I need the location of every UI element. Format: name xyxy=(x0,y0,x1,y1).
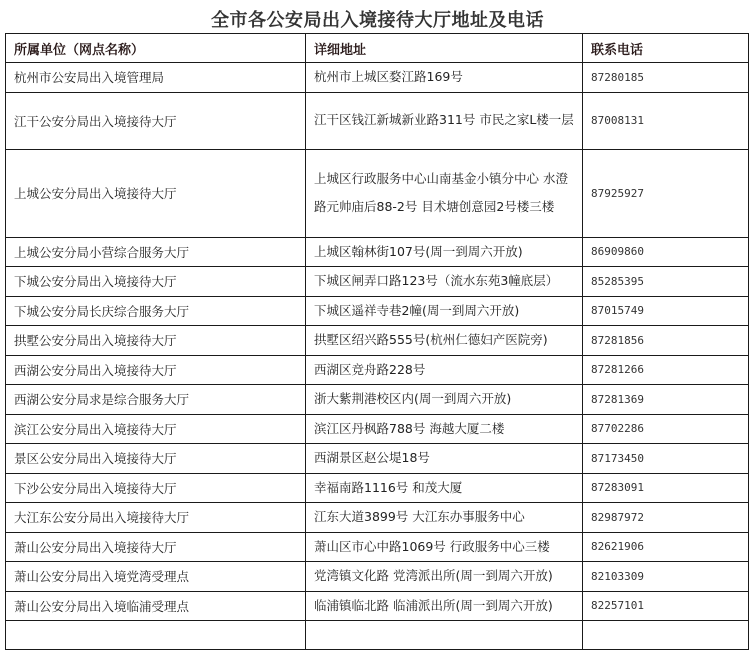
unit-cell: 上城公安分局出入境接待大厅 xyxy=(6,149,306,237)
table-row xyxy=(6,621,749,650)
unit-cell: 杭州市公安局出入境管理局 xyxy=(6,63,306,93)
table-header-row xyxy=(6,34,749,63)
phone-cell: 87283091 xyxy=(583,473,749,503)
phone-cell: 87281369 xyxy=(583,385,749,415)
unit-cell: 拱墅公安分局出入境接待大厅 xyxy=(6,326,306,356)
address-cell: 萧山区市心中路1069号 行政服务中心三楼 xyxy=(306,532,583,562)
address-cell: 幸福南路1116号 和茂大厦 xyxy=(306,473,583,503)
unit-cell: 下沙公安分局出入境接待大厅 xyxy=(6,473,306,503)
table-row xyxy=(6,532,749,562)
address-cell: 江干区钱江新城新业路311号 市民之家L楼一层 xyxy=(306,92,583,149)
phone-cell: 85285395 xyxy=(583,267,749,297)
address-cell: 上城区行政服务中心山南基金小镇分中心 水澄路元帅庙后88-2号 目术塘创意园2号楼三楼 xyxy=(306,149,583,237)
table-row xyxy=(6,473,749,503)
address-cell: 下城区遥祥寺巷2幢(周一到周六开放) xyxy=(306,296,583,326)
page-title: 全市各公安局出入境接待大厅地址及电话 xyxy=(211,10,544,31)
phone-cell: 87015749 xyxy=(583,296,749,326)
address-cell: 西湖景区赵公堤18号 xyxy=(306,444,583,474)
table-row xyxy=(6,503,749,533)
address-cell: 拱墅区绍兴路555号(杭州仁德妇产医院旁) xyxy=(306,326,583,356)
address-cell: 党湾镇文化路 党湾派出所(周一到周六开放) xyxy=(306,562,583,592)
unit-cell xyxy=(6,621,306,650)
table-row xyxy=(6,355,749,385)
phone-cell: 82103309 xyxy=(583,562,749,592)
table-row xyxy=(6,326,749,356)
header-address: 详细地址 xyxy=(306,34,583,63)
table-row xyxy=(6,296,749,326)
phone-cell: 87008131 xyxy=(583,92,749,149)
table-row xyxy=(6,63,749,93)
unit-cell: 江干公安分局出入境接待大厅 xyxy=(6,92,306,149)
unit-cell: 下城公安分局长庆综合服务大厅 xyxy=(6,296,306,326)
address-cell: 上城区翰林街107号(周一到周六开放) xyxy=(306,237,583,267)
address-cell: 下城区闸弄口路123号（流水东苑3幢底层） xyxy=(306,267,583,297)
table-row xyxy=(6,149,749,237)
address-cell: 江东大道3899号 大江东办事服务中心 xyxy=(306,503,583,533)
address-cell: 临浦镇临北路 临浦派出所(周一到周六开放) xyxy=(306,591,583,621)
phone-cell: 82257101 xyxy=(583,591,749,621)
phone-cell: 87281266 xyxy=(583,355,749,385)
phone-cell: 86909860 xyxy=(583,237,749,267)
unit-cell: 滨江公安分局出入境接待大厅 xyxy=(6,414,306,444)
unit-cell: 下城公安分局出入境接待大厅 xyxy=(6,267,306,297)
phone-cell xyxy=(583,621,749,650)
phone-cell: 87173450 xyxy=(583,444,749,474)
table-row xyxy=(6,562,749,592)
address-cell xyxy=(306,621,583,650)
address-cell: 杭州市上城区婺江路169号 xyxy=(306,63,583,93)
unit-cell: 西湖公安分局出入境接待大厅 xyxy=(6,355,306,385)
phone-cell: 87925927 xyxy=(583,149,749,237)
table-row xyxy=(6,237,749,267)
phone-cell: 87280185 xyxy=(583,63,749,93)
address-cell: 西湖区竞舟路228号 xyxy=(306,355,583,385)
unit-cell: 萧山公安分局出入境接待大厅 xyxy=(6,532,306,562)
header-phone: 联系电话 xyxy=(583,34,749,63)
phone-cell: 87281856 xyxy=(583,326,749,356)
unit-cell: 大江东公安分局出入境接待大厅 xyxy=(6,503,306,533)
phone-cell: 82987972 xyxy=(583,503,749,533)
table-row xyxy=(6,591,749,621)
header-unit: 所属单位（网点名称） xyxy=(6,34,306,63)
table-row xyxy=(6,267,749,297)
table-row xyxy=(6,414,749,444)
address-cell: 浙大紫荆港校区内(周一到周六开放) xyxy=(306,385,583,415)
table-row xyxy=(6,385,749,415)
address-cell: 滨江区丹枫路788号 海越大厦二楼 xyxy=(306,414,583,444)
phone-cell: 82621906 xyxy=(583,532,749,562)
office-table xyxy=(5,33,749,650)
unit-cell: 萧山公安分局出入境临浦受理点 xyxy=(6,591,306,621)
unit-cell: 萧山公安分局出入境党湾受理点 xyxy=(6,562,306,592)
table-row xyxy=(6,92,749,149)
unit-cell: 上城公安分局小营综合服务大厅 xyxy=(6,237,306,267)
unit-cell: 西湖公安分局求是综合服务大厅 xyxy=(6,385,306,415)
phone-cell: 87702286 xyxy=(583,414,749,444)
table-row xyxy=(6,444,749,474)
unit-cell: 景区公安分局出入境接待大厅 xyxy=(6,444,306,474)
